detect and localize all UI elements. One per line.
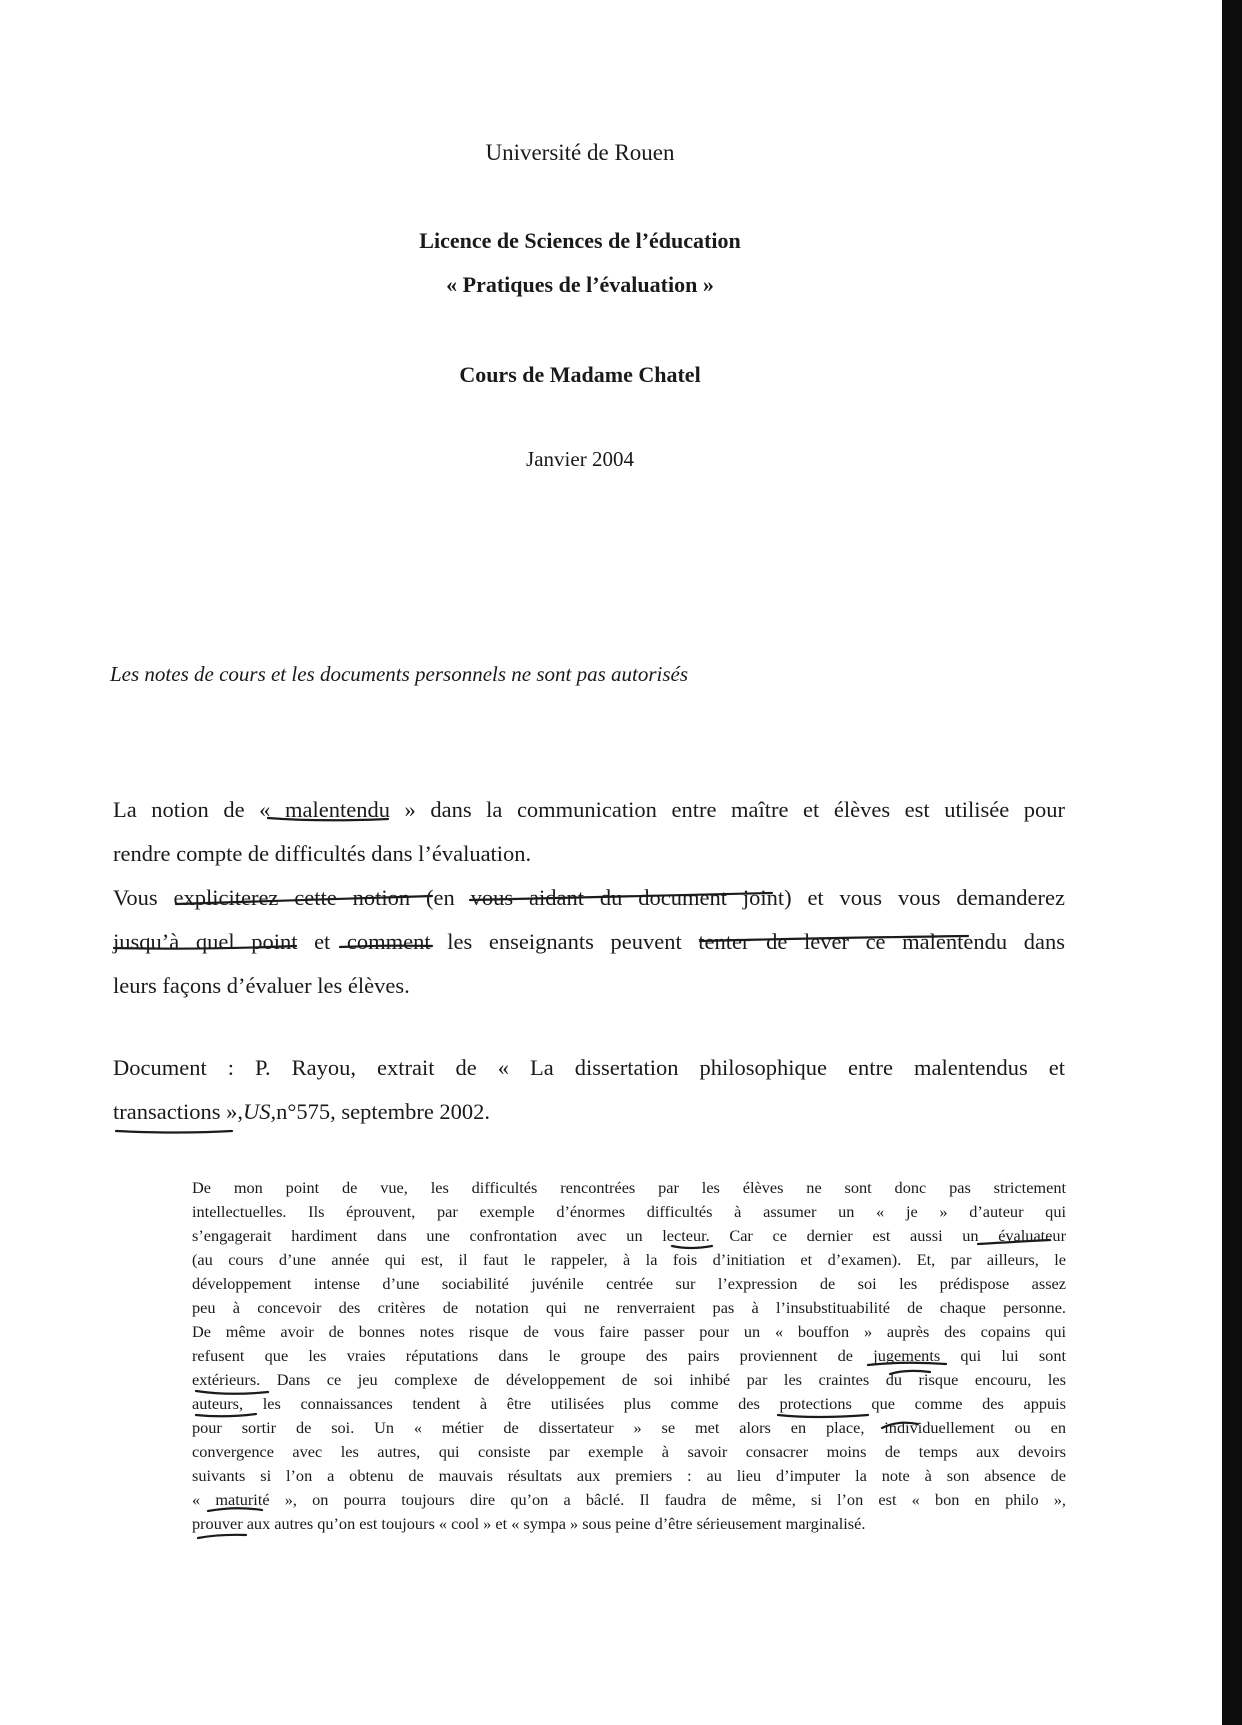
document-ref-suffix: n°575, septembre 2002. — [276, 1099, 491, 1124]
question-line: La notion de « malentendu » dans la communication entre maître et élèves est utilisée pour — [113, 797, 1065, 822]
question-line: rendre compte de difficultés dans l’évaluation. — [113, 841, 532, 866]
excerpt-line: suivants si l’on a obtenu de mauvais résultats aux premiers : au lieu d’imputer la note à son absence de — [192, 1466, 1066, 1485]
excerpt-line: (au cours d’une année qui est, il faut le rappeler, à la fois d’initiation et d’examen). Et, par ailleurs, le — [192, 1250, 1066, 1269]
excerpt-line: « maturité », on pourra toujours dire qu’on a bâclé. Il faudra de même, si l’on est « bon en philo », — [192, 1490, 1066, 1509]
excerpt-line: prouver aux autres qu’on est toujours « cool » et « sympa » sous peine d’être sérieusement marginalisé. — [192, 1514, 866, 1533]
licence-title: Licence de Sciences de l’éducation — [419, 228, 741, 253]
excerpt-line: peu à concevoir des critères de notation qui ne renverraient pas à l’insubstituabilité de chaque personne. — [192, 1298, 1066, 1317]
exam-notice: Les notes de cours et les documents personnels ne sont pas autorisés — [110, 662, 689, 686]
exam-date: Janvier 2004 — [526, 447, 634, 471]
excerpt-line: pour sortir de soi. Un « métier de dissertateur » se met alors en place, individuellement ou en — [192, 1418, 1066, 1437]
course-title: « Pratiques de l’évaluation » — [446, 272, 714, 297]
exam-question — [113, 788, 1065, 1008]
excerpt-line: convergence avec les autres, qui consiste par exemple à savoir consacrer moins de temps aux devoirs — [192, 1442, 1066, 1461]
document-reference — [113, 1046, 1065, 1134]
document-ref-prefix: transactions », — [113, 1099, 243, 1124]
excerpt-line: développement intense d’une sociabilité juvénile centrée sur l’expression de soi les prédispose assez — [192, 1274, 1066, 1293]
excerpt-line: extérieurs. Dans ce jeu complexe de développement de soi inhibé par les craintes du risque encouru, les — [192, 1370, 1066, 1389]
scan-dark-edge — [1222, 0, 1242, 1725]
excerpt-line: De mon point de vue, les difficultés rencontrées par les élèves ne sont donc pas strictement — [192, 1178, 1066, 1197]
excerpt-line: s’engagerait hardiment dans une confrontation avec un lecteur. Car ce dernier est aussi un évaluateur — [192, 1226, 1066, 1245]
university-name: Université de Rouen — [485, 140, 675, 165]
journal-name: US, — [242, 1099, 277, 1124]
teacher-name: Cours de Madame Chatel — [459, 362, 701, 387]
document-ref-line — [113, 1090, 1065, 1134]
question-line: leurs façons d’évaluer les élèves. — [113, 973, 410, 998]
question-line: jusqu’à quel point et comment les enseignants peuvent tenter de lever ce malentendu dans — [113, 929, 1065, 954]
excerpt-line: refusent que les vraies réputations dans le groupe des pairs proviennent de jugements qui lui sont — [192, 1346, 1066, 1365]
excerpt-line: De même avoir de bonnes notes risque de vous faire passer pour un « bouffon » auprès des copains qui — [192, 1322, 1066, 1341]
document-ref-line: Document : P. Rayou, extrait de « La dissertation philosophique entre malentendus et — [113, 1055, 1065, 1080]
question-line: Vous expliciterez cette notion (en vous aidant du document joint) et vous vous demanderez — [113, 885, 1065, 910]
document-excerpt — [192, 1176, 1066, 1536]
excerpt-line: intellectuelles. Ils éprouvent, par exemple d’énormes difficultés à assumer un « je » d’auteur qui — [192, 1202, 1066, 1221]
excerpt-line: auteurs, les connaissances tendent à être utilisées plus comme des protections que comme des appuis — [192, 1394, 1066, 1413]
